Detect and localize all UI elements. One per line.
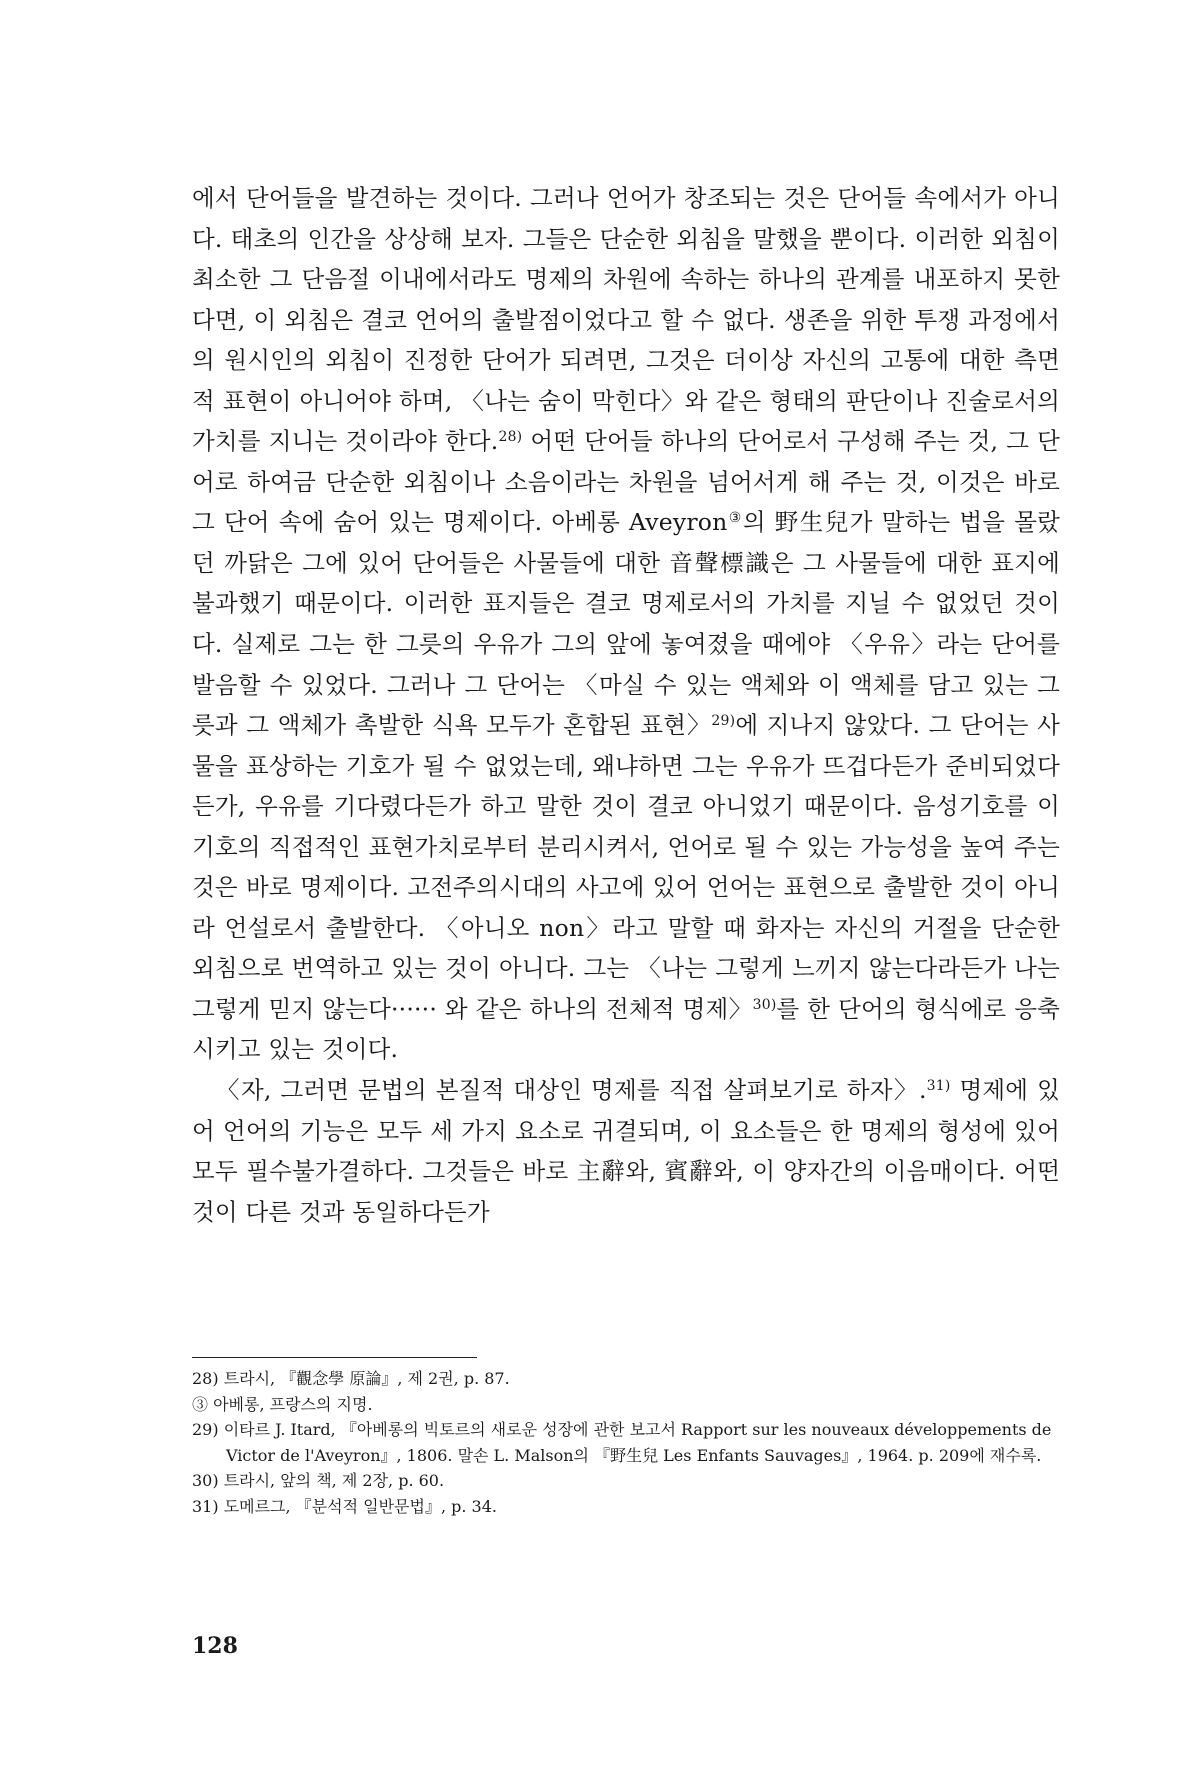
paragraph-text: 에서 단어들을 발견하는 것이다. 그러나 언어가 창조되는 것은 단어들 속에서가 아니다. 태초의 인간을 상상해 보자. 그들은 단순한 외침을 말했을 뿐이다. 이러한 외침이 최소한 그 단음절 이내에서라도 명제의 차원에 속하는 하나의 관계를 내포하지 못한다면, 이 외침은 결코 언어의 출발점이었다고 할 수 없다. 생존을 위한 투쟁 과정에서의 원시인의 외침이 진정한 단어가 되려면, 그것은 더이상 자신의 고통에 대한 측면적 표현이 아니어야 하며, 〈나는 숨이 막힌다〉와 같은 형태의 판단이나 진술로서의 가치를 지니는 것이라야 한다.	[192, 184, 1060, 456]
footnote-ref-30[interactable]: 30)	[752, 996, 777, 1013]
paragraph	[192, 1070, 1060, 1232]
footnote-29: 29) 이타르 J. Itard, 『아베롱의 빅토르의 새로운 성장에 관한 보고서 Rapport sur les nouveaux développements de Victor de l'Aveyron』, 1806. 말손 L. Malson의 『野生兒 Les Enfants Sauvages』, 1964. p. 209에 재수록.	[192, 1420, 1052, 1465]
paragraph-text: 명제에 있어 언어의 기능은 모두 세 가지 요소로 귀결되며, 이 요소들은 한 명제의 형성에 있어 모두 필수불가결하다. 그것들은 바로 主辭와, 賓辭와, 이 양자간의 이음매이다. 어떤 것이 다른 것과 동일하다든가	[192, 1076, 1061, 1226]
page-number: 128	[192, 1633, 238, 1659]
paragraph-text: 어떤 단어들 하나의 단어로서 구성해 주는 것, 그 단어로 하여금 단순한 외침이나 소음이라는 차원을 넘어서게 해 주는 것, 이것은 바로 그 단어 속에 숨어 있는 명제이다. 아베롱 Aveyron	[192, 427, 1060, 537]
paragraph	[192, 178, 1060, 1070]
footnote-30: 30) 트라시, 앞의 책, 제 2장, p. 60.	[192, 1471, 445, 1490]
footnote-ref-29[interactable]: 29)	[711, 713, 736, 730]
paragraph-text: 를 한 단어의 형식에로 응축시키고 있는 것이다.	[192, 994, 1061, 1064]
paragraph-text: 의 野生兒가 말하는 법을 몰랐던 까닭은 그에 있어 단어들은 사물들에 대한 音聲標識은 그 사물들에 대한 표지에 불과했기 때문이다. 이러한 표지들은 결코 명제로서의 가치를 지닐 수 없었던 것이다. 실제로 그는 한 그릇의 우유가 그의 앞에 놓여졌을 때에야 〈우유〉라는 단어를 발음할 수 있었다. 그러나 그 단어는 〈마실 수 있는 액체와 이 액체를 담고 있는 그릇과 그 액체가 촉발한 식욕 모두가 혼합된 표현〉	[192, 508, 1060, 740]
paragraph-text: 에 지나지 않았다. 그 단어는 사물을 표상하는 기호가 될 수 없었는데, 왜냐하면 그는 우유가 뜨겁다든가 준비되었다든가, 우유를 기다렸다든가 하고 말한 것이 결코 아니었기 때문이다. 음성기호를 이 기호의 직접적인 표현가치로부터 분리시켜서, 언어로 될 수 있는 가능성을 높여 주는 것은 바로 명제이다. 고전주의시대의 사고에 있어 언어는 표현으로 출발한 것이 아니라 언설로서 출발한다. 〈아니오 non〉라고 말할 때 화자는 자신의 거절을 단순한 외침으로 번역하고 있는 것이 아니다. 그는 〈나는 그렇게 느끼지 않는다라든가 나는 그렇게 믿지 않는다······ 와 같은 하나의 전체적 명제〉	[192, 711, 1060, 1023]
footnote-3: ③ 아베롱, 프랑스의 지명.	[192, 1394, 373, 1414]
footnote-divider	[192, 1357, 477, 1358]
footnote-28: 28) 트라시, 『觀念學 原論』, 제 2권, p. 87.	[192, 1369, 510, 1388]
footnote-ref-3[interactable]: ③	[727, 510, 743, 527]
footnote-ref-31[interactable]: 31)	[926, 1078, 951, 1095]
body-text	[192, 178, 1060, 1232]
footnotes	[192, 1366, 1060, 1519]
paragraph-text: 〈자, 그러면 문법의 본질적 대상인 명제를 직접 살펴보기로 하자〉.	[216, 1076, 927, 1105]
footnote-31: 31) 도메르그, 『분석적 일반문법』, p. 34.	[192, 1496, 497, 1516]
footnote-ref-28[interactable]: 28)	[498, 429, 523, 446]
